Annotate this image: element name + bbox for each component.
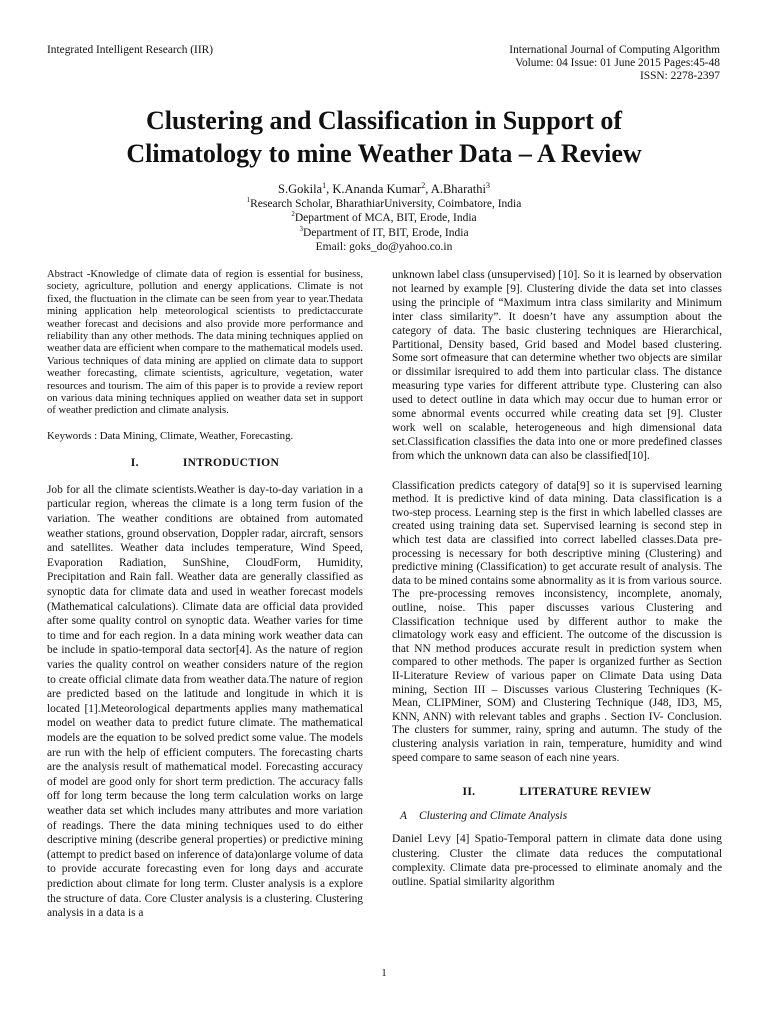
abstract: Abstract -Knowledge of climate data of region is essential for business, society, agriculture, pollution and energy applications. Climate is not fixed, the fluctuation in the climate can be seen from year to year.Thedata mining application help meteorological scientists to predictaccurate weather forecast and decisions and also provide more performance and reliability than any other methods. The data mining techniques applied on weather data are efficient when compare to the mathematical models used. Various techniques of data mining are applied on climate data to support weather forecasting, climate scientists, agriculture, vegetation, water resources and tourism. The aim of this paper is to provide a review report on various data mining techniques applied on weather data set in support of weather prediction and climate analysis.	[47, 269, 364, 417]
page-number: 1	[381, 967, 387, 979]
title-line-1: Clustering and Classification in Support of	[145, 106, 623, 135]
keywords: Keywords : Data Mining, Climate, Weather, Forecasting.	[47, 429, 294, 442]
volume-info: Volume: 04 Issue: 01 June 2015 Pages:45-48	[515, 57, 720, 69]
section-title: INTRODUCTION	[182, 455, 280, 469]
issn: ISSN: 2278-2397	[639, 70, 720, 82]
email: Email: goks_do@yahoo.co.in	[315, 241, 453, 254]
subsection-letter: A	[400, 810, 407, 823]
affiliation-text: Department of MCA, BIT, Erode, India	[294, 212, 477, 225]
journal-name: International Journal of Computing Algorithm	[509, 44, 720, 56]
paper-title	[40, 104, 728, 170]
running-header-right	[509, 44, 720, 83]
section-heading-literature-review	[392, 785, 722, 798]
affiliation-2	[40, 211, 728, 225]
affiliation-text: Department of IT, BIT, Erode, India	[302, 226, 469, 239]
affiliation-1	[40, 197, 728, 211]
introduction-text: Job for all the climate scientists.Weather is day-to-day variation in a particular region, whereas the climate is a long term fusion of the variation. The weather conditions are obtained from automated weather stations, ground observation, Doppler radar, aircraft, sensors and satellites. Weather data includes temperature, Wind Speed, Evaporation Radiation, SunShine, CloudForm, Humidity, Precipitation and Rain fall. Weather data are generally classified as synoptic data for climate data and used in weather forecast models (Mathematical calculations). Climate data are official data provided after some quality control on synoptic data. Weather varies for time to time and for each region. In a data mining work weather data can be include in spatio-temporal data sector[4]. As the nature of region varies the quality control on weather considers nature of the region to create official climate data from weather data.The nature of region are predicted based on the latitude and longitude in which it is located [1].Meteorological departments applies many mathematical model on weather data to predict future climate. The mathematical models are the equation to be solved predict some value. The models are run with the help of efficient computers. The forecasting charts are the analysis result of mathematical model. Forecasting accuracy of model are good only for short term prediction. The accuracy falls off for long term because the long term calculation works on large weather data set which includes many attributes and more variation of readings. There the data mining techniques used to do either descriptive mining (describe general properties) or predictive mining (attempt to predict based on inference of data)onlarge volume of data to provide accurate forecasting even for long days and accurate prediction about climate for long term. Cluster analysis is a explore the structure of data. Core Cluster analysis is a clustering. Clustering analysis in a data is a	[47, 483, 363, 920]
affiliation-superscript: 3	[299, 224, 303, 233]
affiliation-superscript: 2	[291, 210, 295, 219]
affiliation-superscript: 1	[246, 196, 251, 205]
section-number: I.	[130, 455, 139, 469]
section-number: II.	[462, 785, 476, 799]
paragraph: unknown label class (unsupervised) [10]. So it is learned by observation not learned by example [9]. Clustering divide the data set into classes using the principle of “Maximum intra class similarity and Minimum inter class similarity”. It doesn’t have any assumption about the category of data. The basic clustering techniques are Hierarchical, Partitional, Density based, Grid based and Model based clustering. Some sort ofmeasure that can determine whether two objects are similar or dissimilar isrequired to add them into particular class. The distance measuring type varies for different attribute type. Clustering can also used to detect outline in data which may occur due to human error or some abnormal events occurred while creating data set [9]. Cluster work well on scalable, heterogeneous and high dimensional data set.Classification classifies the data into one or more predefined classes from which the unknown data can also be classified[10].	[392, 269, 722, 462]
affiliation-3	[40, 226, 728, 240]
author-name: , K.Ananda Kumar	[326, 182, 422, 196]
left-column	[47, 269, 363, 921]
author-superscript: 3	[486, 180, 490, 190]
subsection-heading	[400, 810, 722, 822]
paragraph: Classification predicts category of data[9] so it is supervised learning method. It is predictive kind of data mining. Data classification is a two-step process. Learning step is the first in which labelled classes are created using training data set. Supervised learning is second step in which test data are classified into correct labelled classes.Data pre-processing is necessary for both descriptive mining (Clustering) and predictive mining (Classification) to get accurate result of analysis. The data to be mined contains some abnormality as it is from various source. The pre-processing removes inconsistency, incomplete, anomaly, outline, noise. This paper discusses various Clustering and Classification technique used by different author to make the climatology work easy and efficient. The outcome of the discussion is that NN method produces accurate result in prediction system when compared to other methods. The paper is organized further as Section II-Literature Review of various paper on Climate Data using Data mining, Section III – Discusses various Clustering Techniques (K- Mean, CLIPMiner, SOM) and Clustering Technique (J48, ID3, M5, KNN, ANN) with relevant tables and graphs . Section IV- Conclusion. The clusters for summer, rainy, spring and autumn. The study of the clustering analysis variation in rain, temperature, humidity and wind speed compare to same season of each nine years.	[392, 479, 722, 764]
literature-review-text: Daniel Levy [4] Spatio-Temporal pattern in climate data done using clustering. Cluster the climate data reduces the computational complexity. Climate data pre-processed to eliminate anomaly and the outline. Spatial similarity algorithm	[392, 833, 722, 889]
author-superscript: 1	[322, 180, 327, 190]
title-line-2: Climatology to mine Weather Data – A Review	[126, 139, 642, 168]
affiliation-text: Research Scholar, BharathiarUniversity, Coimbatore, India	[250, 198, 522, 210]
section-heading-introduction	[47, 456, 363, 469]
author-list	[40, 182, 728, 197]
running-header-left: Integrated Intelligent Research (IIR)	[47, 44, 214, 56]
subsection-title: Clustering and Climate Analysis	[418, 810, 568, 823]
section-title: LITERATURE REVIEW	[519, 785, 652, 799]
author-name: S.Gokila	[278, 182, 323, 196]
author-superscript: 2	[421, 180, 426, 190]
author-name: , A.Bharathi	[425, 182, 486, 196]
right-column	[392, 269, 722, 890]
affiliations	[40, 197, 728, 255]
